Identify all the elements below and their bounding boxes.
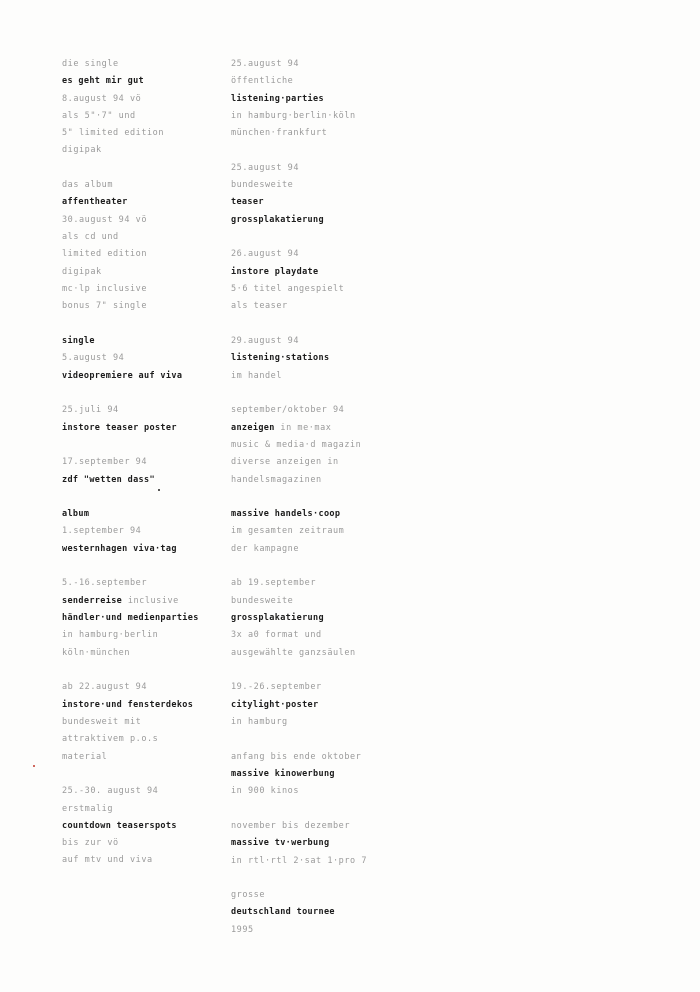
detail-text: 17.september 94	[62, 457, 148, 468]
detail-text: im handel	[231, 370, 283, 381]
detail-text: inclusive	[122, 595, 179, 606]
headline-text: massive tv·werbung	[231, 838, 330, 849]
detail-text: 5.-16.september	[62, 578, 148, 589]
headline-text: countdown teaserspots	[62, 820, 177, 831]
detail-text: auf mtv und viva	[62, 855, 153, 866]
right-block	[231, 749, 401, 801]
text-line	[62, 593, 232, 610]
headline-text: händler·und medienparties	[62, 613, 199, 624]
headline-text: grossplakatierung	[231, 214, 324, 225]
detail-text: bundesweit mit	[62, 716, 142, 727]
detail-text: ab 19.september	[231, 578, 317, 589]
detail-text: mc·lp inclusive	[62, 283, 148, 294]
left-block	[62, 679, 232, 765]
headline-text: instore·und fensterdekos	[62, 699, 194, 710]
headline-text: single	[62, 335, 95, 346]
detail-text: anfang bis ende oktober	[231, 751, 362, 762]
detail-text: 25.august 94	[231, 162, 300, 173]
detail-text: in hamburg	[231, 716, 288, 727]
headline-text: instore teaser poster	[62, 422, 177, 433]
headline-text: listening·stations	[231, 353, 330, 364]
headline-text: album	[62, 509, 90, 520]
detail-text: digipak	[62, 145, 102, 156]
headline-text: citylight·poster	[231, 699, 319, 710]
detail-text: 8.august 94 vö	[62, 93, 142, 104]
headline-text: listening·parties	[231, 93, 324, 104]
detail-text: diverse anzeigen in	[231, 457, 339, 468]
right-block	[231, 818, 401, 870]
detail-text: in me·max	[274, 422, 332, 433]
detail-text: ausgewählte ganzsäulen	[231, 647, 356, 658]
headline-text: massive kinowerbung	[231, 768, 335, 779]
detail-text: 5·6 titel angespielt	[231, 284, 345, 295]
detail-text: bis zur vö	[62, 838, 119, 849]
detail-text: 25.-30. august 94	[62, 786, 159, 797]
detail-text: handelsmagazinen	[231, 474, 322, 485]
detail-text: öffentliche	[231, 76, 294, 87]
detail-text: als teaser	[231, 301, 288, 312]
right-block	[231, 402, 401, 488]
detail-text: bundesweite	[231, 595, 294, 606]
headline-text: videopremiere auf viva	[62, 370, 183, 381]
detail-text: 1995	[231, 924, 254, 935]
detail-text: in 900 kinos	[231, 786, 300, 797]
headline-text: instore playdate	[231, 266, 319, 277]
detail-text: bundesweite	[231, 180, 294, 191]
detail-text: 25.august 94	[231, 59, 300, 69]
detail-text: attraktivem p.o.s	[62, 734, 159, 745]
detail-text: 19.-26.september	[231, 682, 322, 693]
right-block	[231, 56, 401, 142]
right-block	[231, 887, 401, 939]
right-block	[231, 679, 401, 731]
left-block	[62, 575, 232, 661]
ink-speck	[158, 489, 160, 491]
detail-text: ab 22.august 94	[62, 682, 148, 693]
headline-text: zdf "wetten dass"	[62, 474, 155, 485]
detail-text: september/oktober 94	[231, 405, 345, 416]
detail-text: 5.august 94	[62, 353, 125, 364]
detail-text: 25.juli 94	[62, 405, 119, 416]
right-block	[231, 506, 401, 558]
headline-text: westernhagen viva·tag	[62, 543, 177, 554]
text-line	[231, 420, 401, 437]
detail-text: grosse	[231, 890, 266, 901]
detail-text: limited edition	[62, 249, 148, 260]
left-block	[62, 56, 232, 160]
detail-text: material	[62, 751, 108, 762]
left-block	[62, 177, 232, 315]
detail-text: digipak	[62, 266, 102, 277]
detail-text: 26.august 94	[231, 249, 300, 260]
left-block	[62, 506, 232, 558]
detail-text: im gesamten zeitraum	[231, 526, 345, 537]
headline-text: deutschland tournee	[231, 907, 335, 918]
detail-text: 5" limited edition	[62, 128, 165, 139]
detail-text: november bis dezember	[231, 820, 351, 831]
detail-text: das album	[62, 180, 114, 191]
detail-text: die single	[62, 59, 119, 69]
detail-text: in hamburg·berlin·köln	[231, 110, 356, 121]
headline-text: teaser	[231, 197, 264, 208]
right-block	[231, 575, 401, 661]
left-column	[62, 56, 232, 887]
headline-text: massive handels·coop	[231, 509, 341, 520]
detail-text: 1.september 94	[62, 526, 142, 537]
right-column	[231, 56, 401, 956]
detail-text: in hamburg·berlin	[62, 630, 159, 641]
headline-text: affentheater	[62, 197, 128, 208]
detail-text: münchen·frankfurt	[231, 128, 328, 139]
detail-text: der kampagne	[231, 543, 300, 554]
detail-text: köln·münchen	[62, 647, 131, 658]
detail-text: als cd und	[62, 232, 119, 243]
detail-text: bonus 7" single	[62, 301, 148, 312]
detail-text: 30.august 94 vö	[62, 214, 148, 225]
right-block	[231, 246, 401, 315]
detail-text: 3x a0 format und	[231, 630, 322, 641]
right-block	[231, 333, 401, 385]
headline-text: es geht mir gut	[62, 76, 145, 87]
emphasis-text: anzeigen	[231, 422, 275, 433]
detail-text: 29.august 94	[231, 336, 300, 347]
ink-speck-red	[33, 765, 35, 767]
detail-text: erstmalig	[62, 803, 114, 814]
left-block	[62, 333, 232, 385]
detail-text: music & media·d magazin	[231, 439, 362, 450]
headline-text: grossplakatierung	[231, 613, 324, 624]
emphasis-text: senderreise	[62, 595, 123, 606]
left-block	[62, 783, 232, 869]
detail-text: in rtl·rtl 2·sat 1·pro 7	[231, 855, 368, 866]
detail-text: als 5"·7" und	[62, 110, 136, 121]
right-block	[231, 160, 401, 229]
left-block	[62, 454, 232, 489]
left-block	[62, 402, 232, 437]
